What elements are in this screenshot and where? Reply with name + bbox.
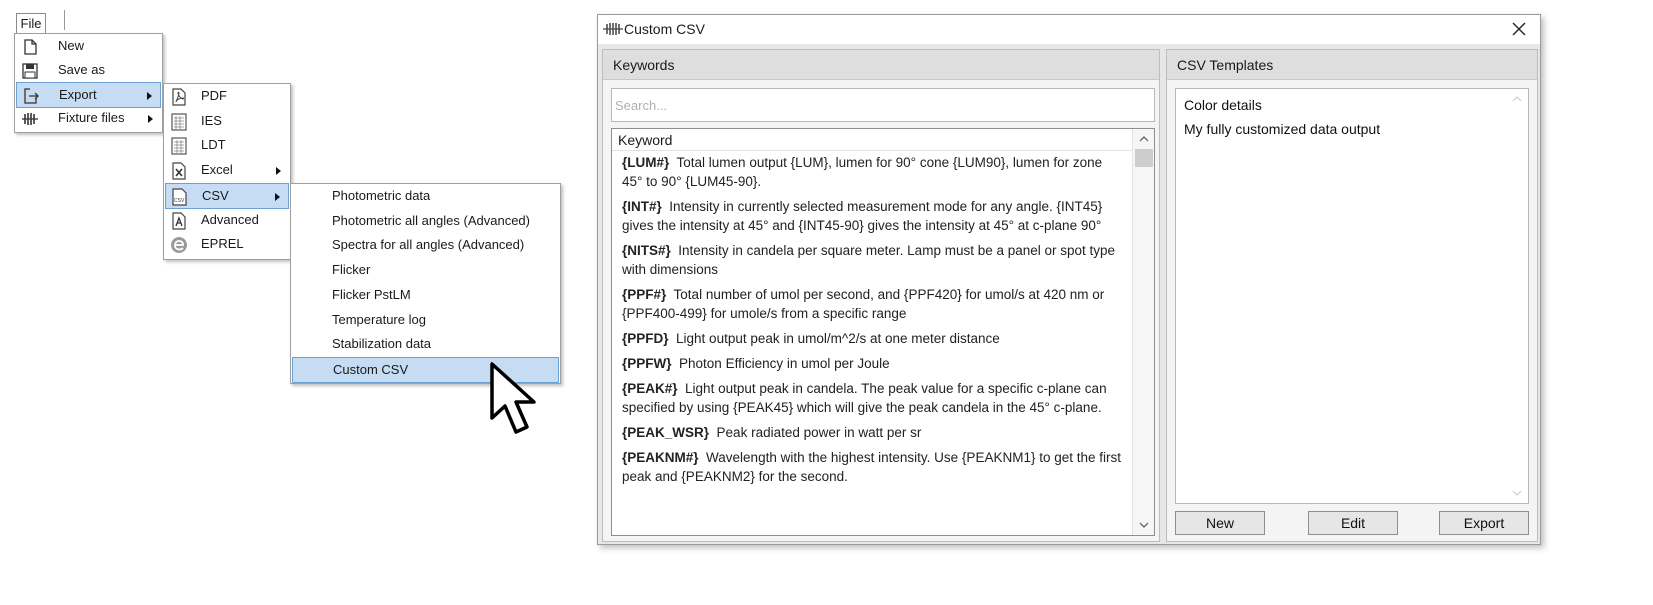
- new-template-button[interactable]: New: [1175, 511, 1265, 535]
- menu-item-photometric-data[interactable]: [292, 184, 559, 210]
- menu-item-label: Flicker PstLM: [332, 287, 411, 302]
- keywords-panel: [602, 49, 1160, 542]
- menu-item-label: EPREL: [201, 236, 244, 251]
- keyword-name: {NITS#}: [622, 243, 671, 258]
- export-template-button[interactable]: Export: [1439, 511, 1529, 535]
- close-icon[interactable]: [1508, 18, 1530, 40]
- menu-item-ldt[interactable]: [165, 133, 289, 159]
- keyword-name: {PEAK_WSR}: [622, 425, 710, 440]
- menu-item-label: LDT: [201, 137, 226, 152]
- keyword-entries: [622, 153, 1122, 492]
- dialog-titlebar: [598, 15, 1540, 44]
- keyword-name: {PEAKNM#}: [622, 450, 699, 465]
- scroll-up-icon[interactable]: [1506, 89, 1528, 109]
- menu-item-advanced[interactable]: [165, 208, 289, 234]
- keyword-description: Photon Efficiency in umol per Joule: [679, 356, 890, 371]
- list-item[interactable]: [622, 354, 1122, 373]
- submenu-arrow-icon: [275, 193, 280, 201]
- file-menu-button[interactable]: File: [16, 13, 46, 33]
- edit-template-button[interactable]: Edit: [1308, 511, 1398, 535]
- template-list-scrollbar[interactable]: [1506, 89, 1528, 503]
- list-item[interactable]: [622, 448, 1122, 486]
- menu-item-eprel[interactable]: [165, 232, 289, 258]
- menu-item-label: Fixture files: [58, 110, 125, 125]
- eprel-icon: [169, 235, 189, 255]
- menu-item-label: New: [58, 38, 85, 53]
- menu-item-label: IES: [201, 113, 222, 128]
- scrollbar-thumb[interactable]: [1135, 149, 1153, 167]
- menu-item-label: PDF: [201, 88, 227, 103]
- keyword-description: Intensity in currently selected measurement mode for any angle. {INT45} gives the intensity at 45° and {INT45-90} gives the intensity at 45° at c-plane 90°: [622, 199, 1103, 233]
- list-item[interactable]: [622, 197, 1122, 235]
- keyword-description: Light output peak in umol/m^2/s at one meter distance: [676, 331, 1000, 346]
- menu-item-label: Photometric data: [332, 188, 431, 203]
- export-submenu: [163, 83, 291, 260]
- templates-panel-header: CSV Templates: [1167, 50, 1537, 80]
- submenu-arrow-icon: [276, 167, 281, 175]
- advanced-file-icon: [169, 211, 189, 231]
- list-item[interactable]: [622, 329, 1122, 348]
- keyword-list-scrollbar[interactable]: [1132, 129, 1154, 535]
- keyword-description: Light output peak in candela. The peak value for a specific c-plane can specified by using {PEAK45} which will give the peak candela in the 45° c-plane.: [622, 381, 1107, 415]
- list-item[interactable]: [622, 423, 1122, 442]
- keyword-name: {INT#}: [622, 199, 662, 214]
- menu-item-label: Custom CSV: [333, 362, 409, 377]
- menu-item-temperature-log[interactable]: [292, 308, 559, 334]
- floppy-disk-icon: [20, 61, 40, 81]
- scroll-down-icon[interactable]: [1133, 515, 1155, 535]
- menu-item-export[interactable]: [16, 82, 161, 108]
- excel-icon: [169, 161, 189, 181]
- csv-file-icon: [170, 187, 190, 207]
- menu-item-save-as[interactable]: [16, 58, 161, 84]
- keyword-column-header[interactable]: Keyword: [612, 129, 1132, 151]
- menu-item-label: Advanced: [201, 212, 259, 227]
- keyword-list[interactable]: [611, 128, 1155, 536]
- list-item[interactable]: My fully customized data output: [1184, 121, 1381, 137]
- menu-item-label: Stabilization data: [332, 336, 432, 351]
- list-item[interactable]: [622, 379, 1122, 417]
- file-menu: [14, 33, 163, 133]
- custom-csv-dialog: [597, 14, 1541, 545]
- fixture-icon: [20, 109, 40, 129]
- keyword-name: {PPFW}: [622, 356, 672, 371]
- export-icon: [21, 86, 41, 106]
- menu-item-csv[interactable]: [165, 183, 289, 209]
- search-placeholder: Search...: [615, 98, 668, 113]
- csv-templates-panel: [1166, 49, 1538, 542]
- keyword-description: Peak radiated power in watt per sr: [716, 425, 922, 440]
- pdf-icon: [169, 87, 189, 107]
- menu-item-label: Export: [59, 87, 97, 102]
- list-item[interactable]: Color details: [1184, 97, 1262, 113]
- menu-item-stabilization-data[interactable]: [292, 332, 559, 358]
- menu-item-label: Flicker: [332, 262, 371, 277]
- list-item[interactable]: [622, 153, 1122, 191]
- keyword-name: {PPF#}: [622, 287, 667, 302]
- keywords-panel-header: Keywords: [603, 50, 1159, 80]
- keyword-description: Intensity in candela per square meter. Lamp must be a panel or spot type with dimensions: [622, 243, 1116, 277]
- dialog-title: Custom CSV: [624, 21, 705, 37]
- menu-item-label: Temperature log: [332, 312, 426, 327]
- menu-item-photometric-all-angles[interactable]: [292, 209, 559, 235]
- template-items: [1184, 93, 1380, 141]
- list-item[interactable]: [622, 241, 1122, 279]
- keyword-name: {PPFD}: [622, 331, 669, 346]
- mouse-pointer-icon: [488, 360, 560, 440]
- keyword-name: {LUM#}: [622, 155, 670, 170]
- submenu-arrow-icon: [147, 92, 152, 100]
- scroll-down-icon[interactable]: [1506, 483, 1528, 503]
- scroll-up-icon[interactable]: [1133, 129, 1155, 149]
- ies-file-icon: [169, 112, 189, 132]
- search-input[interactable]: [611, 88, 1155, 122]
- menu-item-flicker[interactable]: [292, 258, 559, 284]
- menu-item-label: Spectra for all angles (Advanced): [332, 237, 525, 252]
- new-file-icon: [20, 37, 40, 57]
- ldt-file-icon: [169, 136, 189, 156]
- menu-item-spectra-all-angles[interactable]: [292, 233, 559, 259]
- keyword-description: Total number of umol per second, and {PPF420} for umol/s at 420 nm or {PPF400-499} for umole/s from a specific range: [622, 287, 1105, 321]
- menu-item-label: CSV: [202, 188, 229, 203]
- list-item[interactable]: [622, 285, 1122, 323]
- fixture-icon: [602, 21, 624, 37]
- menu-item-ies[interactable]: [165, 109, 289, 135]
- keyword-description: Total lumen output {LUM}, lumen for 90° cone {LUM90}, lumen for zone 45° to 90° {LUM45-90}.: [622, 155, 1103, 189]
- menu-item-label: Excel: [201, 162, 233, 177]
- menu-item-new[interactable]: [16, 34, 161, 60]
- menu-item-pdf[interactable]: [165, 84, 289, 110]
- template-list[interactable]: [1175, 88, 1529, 504]
- keyword-description: Wavelength with the highest intensity. Use {PEAKNM1} to get the first peak and {PEAKNM2} for the second.: [622, 450, 1122, 484]
- menubar-separator: [64, 10, 65, 30]
- menu-item-fixture-files[interactable]: [16, 106, 161, 132]
- csv-icon-text: CSV: [174, 198, 185, 204]
- csv-submenu: [290, 183, 561, 384]
- menu-item-flicker-pstlm[interactable]: [292, 283, 559, 309]
- menu-item-excel[interactable]: [165, 158, 289, 184]
- keyword-name: {PEAK#}: [622, 381, 678, 396]
- menu-item-label: Photometric all angles (Advanced): [332, 213, 530, 228]
- menu-item-label: Save as: [58, 62, 105, 77]
- submenu-arrow-icon: [148, 115, 153, 123]
